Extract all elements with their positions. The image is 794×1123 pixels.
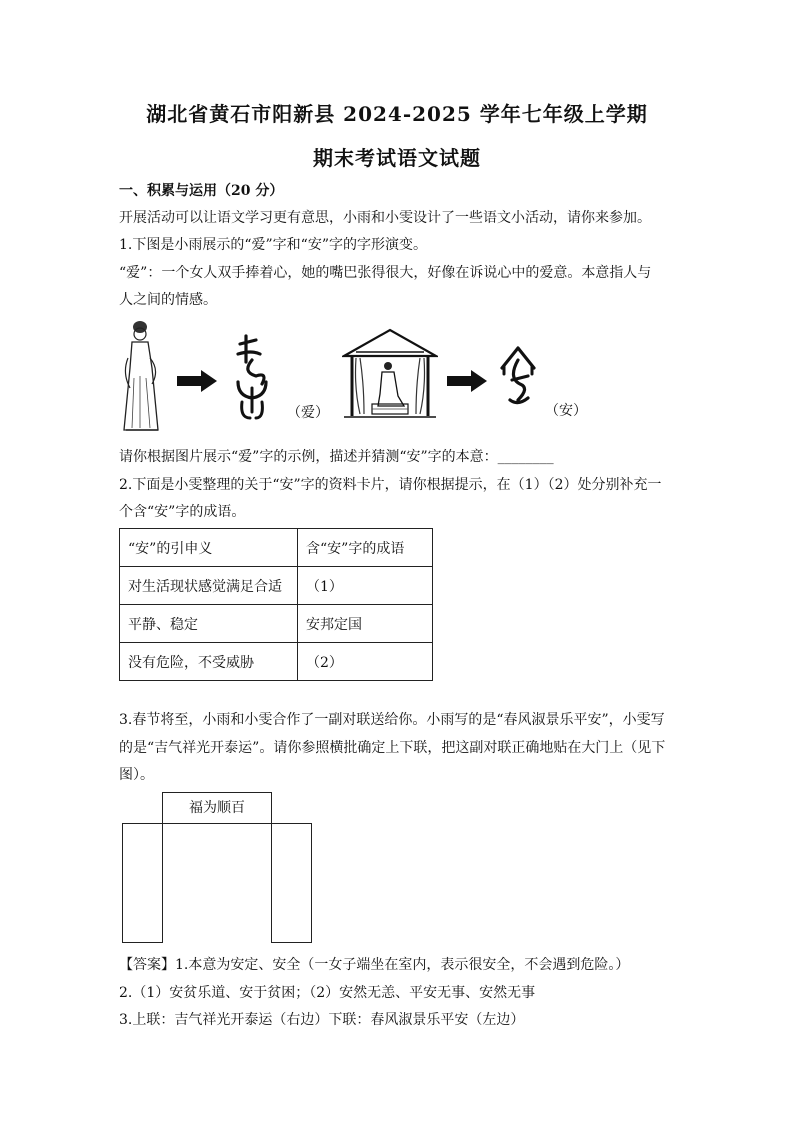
q1-prompt: 请你根据图片展示“爱”字的示例，描述并猜测“安”字的本意：________ (119, 449, 554, 465)
table-header-row (120, 529, 433, 567)
door-right-panel (271, 823, 312, 943)
table-cell: 没有危险，不受威胁 (120, 643, 298, 681)
door-left-panel (122, 823, 163, 943)
table-cell: 安邦定国 (298, 605, 433, 643)
woman-illustration (118, 318, 168, 434)
q2-stem-line2: 个含“安”字的成语。 (119, 504, 246, 520)
table-cell: （1） (298, 567, 433, 605)
table-row (120, 567, 433, 605)
answer-line1: 【答案】1.本意为安定、安全（一女子端坐在室内，表示很安全，不会遇到危险。） (119, 957, 630, 973)
q1-desc-line2: 人之间的情感。 (119, 292, 217, 308)
table-row (120, 643, 433, 681)
table-cell: （2） (298, 643, 433, 681)
arrow-right-icon (447, 370, 487, 392)
section-intro: 开展活动可以让语文学习更有意思，小雨和小雯设计了一些语文小活动，请你来参加。 (119, 210, 651, 226)
doc-title-line1: 湖北省黄石市阳新县 2024-2025 学年七年级上学期 (146, 102, 648, 126)
ancient-ai-glyph (232, 332, 278, 424)
house-scene-illustration (342, 328, 438, 420)
answer-line2: 2.（1）安贫乐道、安于贫困；（2）安然无恙、平安无事、安然无事 (119, 985, 536, 1001)
table-header-cell: “安”的引申义 (120, 529, 298, 567)
q3-stem-line3: 图）。 (119, 767, 154, 783)
q1-desc-line1: “爱”：一个女人双手捧着心，她的嘴巴张得很大，好像在诉说心中的爱意。本意指人与 (119, 265, 652, 281)
q1-stem: 1.下图是小雨展示的“爱”字和“安”字的字形演变。 (119, 237, 427, 253)
q3-stem-line2: 的是“吉气祥光开泰运”。请你参照横批确定上下联，把这副对联正确地贴在大门上（见下 (119, 740, 666, 756)
table-row (120, 605, 433, 643)
answer-line3: 3.上联：吉气祥光开泰运（右边）下联：春风淑景乐平安（左边） (119, 1012, 525, 1028)
an-info-table (119, 528, 433, 681)
q3-stem-line1: 3.春节将至，小雨和小雯合作了一副对联送给你。小雨写的是“春风淑景乐平安”，小雯写 (119, 712, 665, 728)
table-cell: 平静、稳定 (120, 605, 298, 643)
arrow-right-icon (177, 370, 217, 392)
door-banner: 福为顺百 (162, 792, 272, 824)
table-cell: 对生活现状感觉满足合适 (120, 567, 298, 605)
section-heading: 一、积累与运用（20 分） (119, 183, 284, 199)
ancient-an-glyph (498, 344, 540, 414)
doc-title-line2: 期末考试语文试题 (313, 146, 481, 170)
label-an: （安） (545, 403, 587, 419)
label-ai: （爱） (287, 405, 329, 421)
q2-stem-line1: 2.下面是小雯整理的关于“安”字的资料卡片，请你根据提示，在（1）（2）处分别补充一 (119, 477, 662, 493)
table-header-cell: 含“安”字的成语 (298, 529, 433, 567)
